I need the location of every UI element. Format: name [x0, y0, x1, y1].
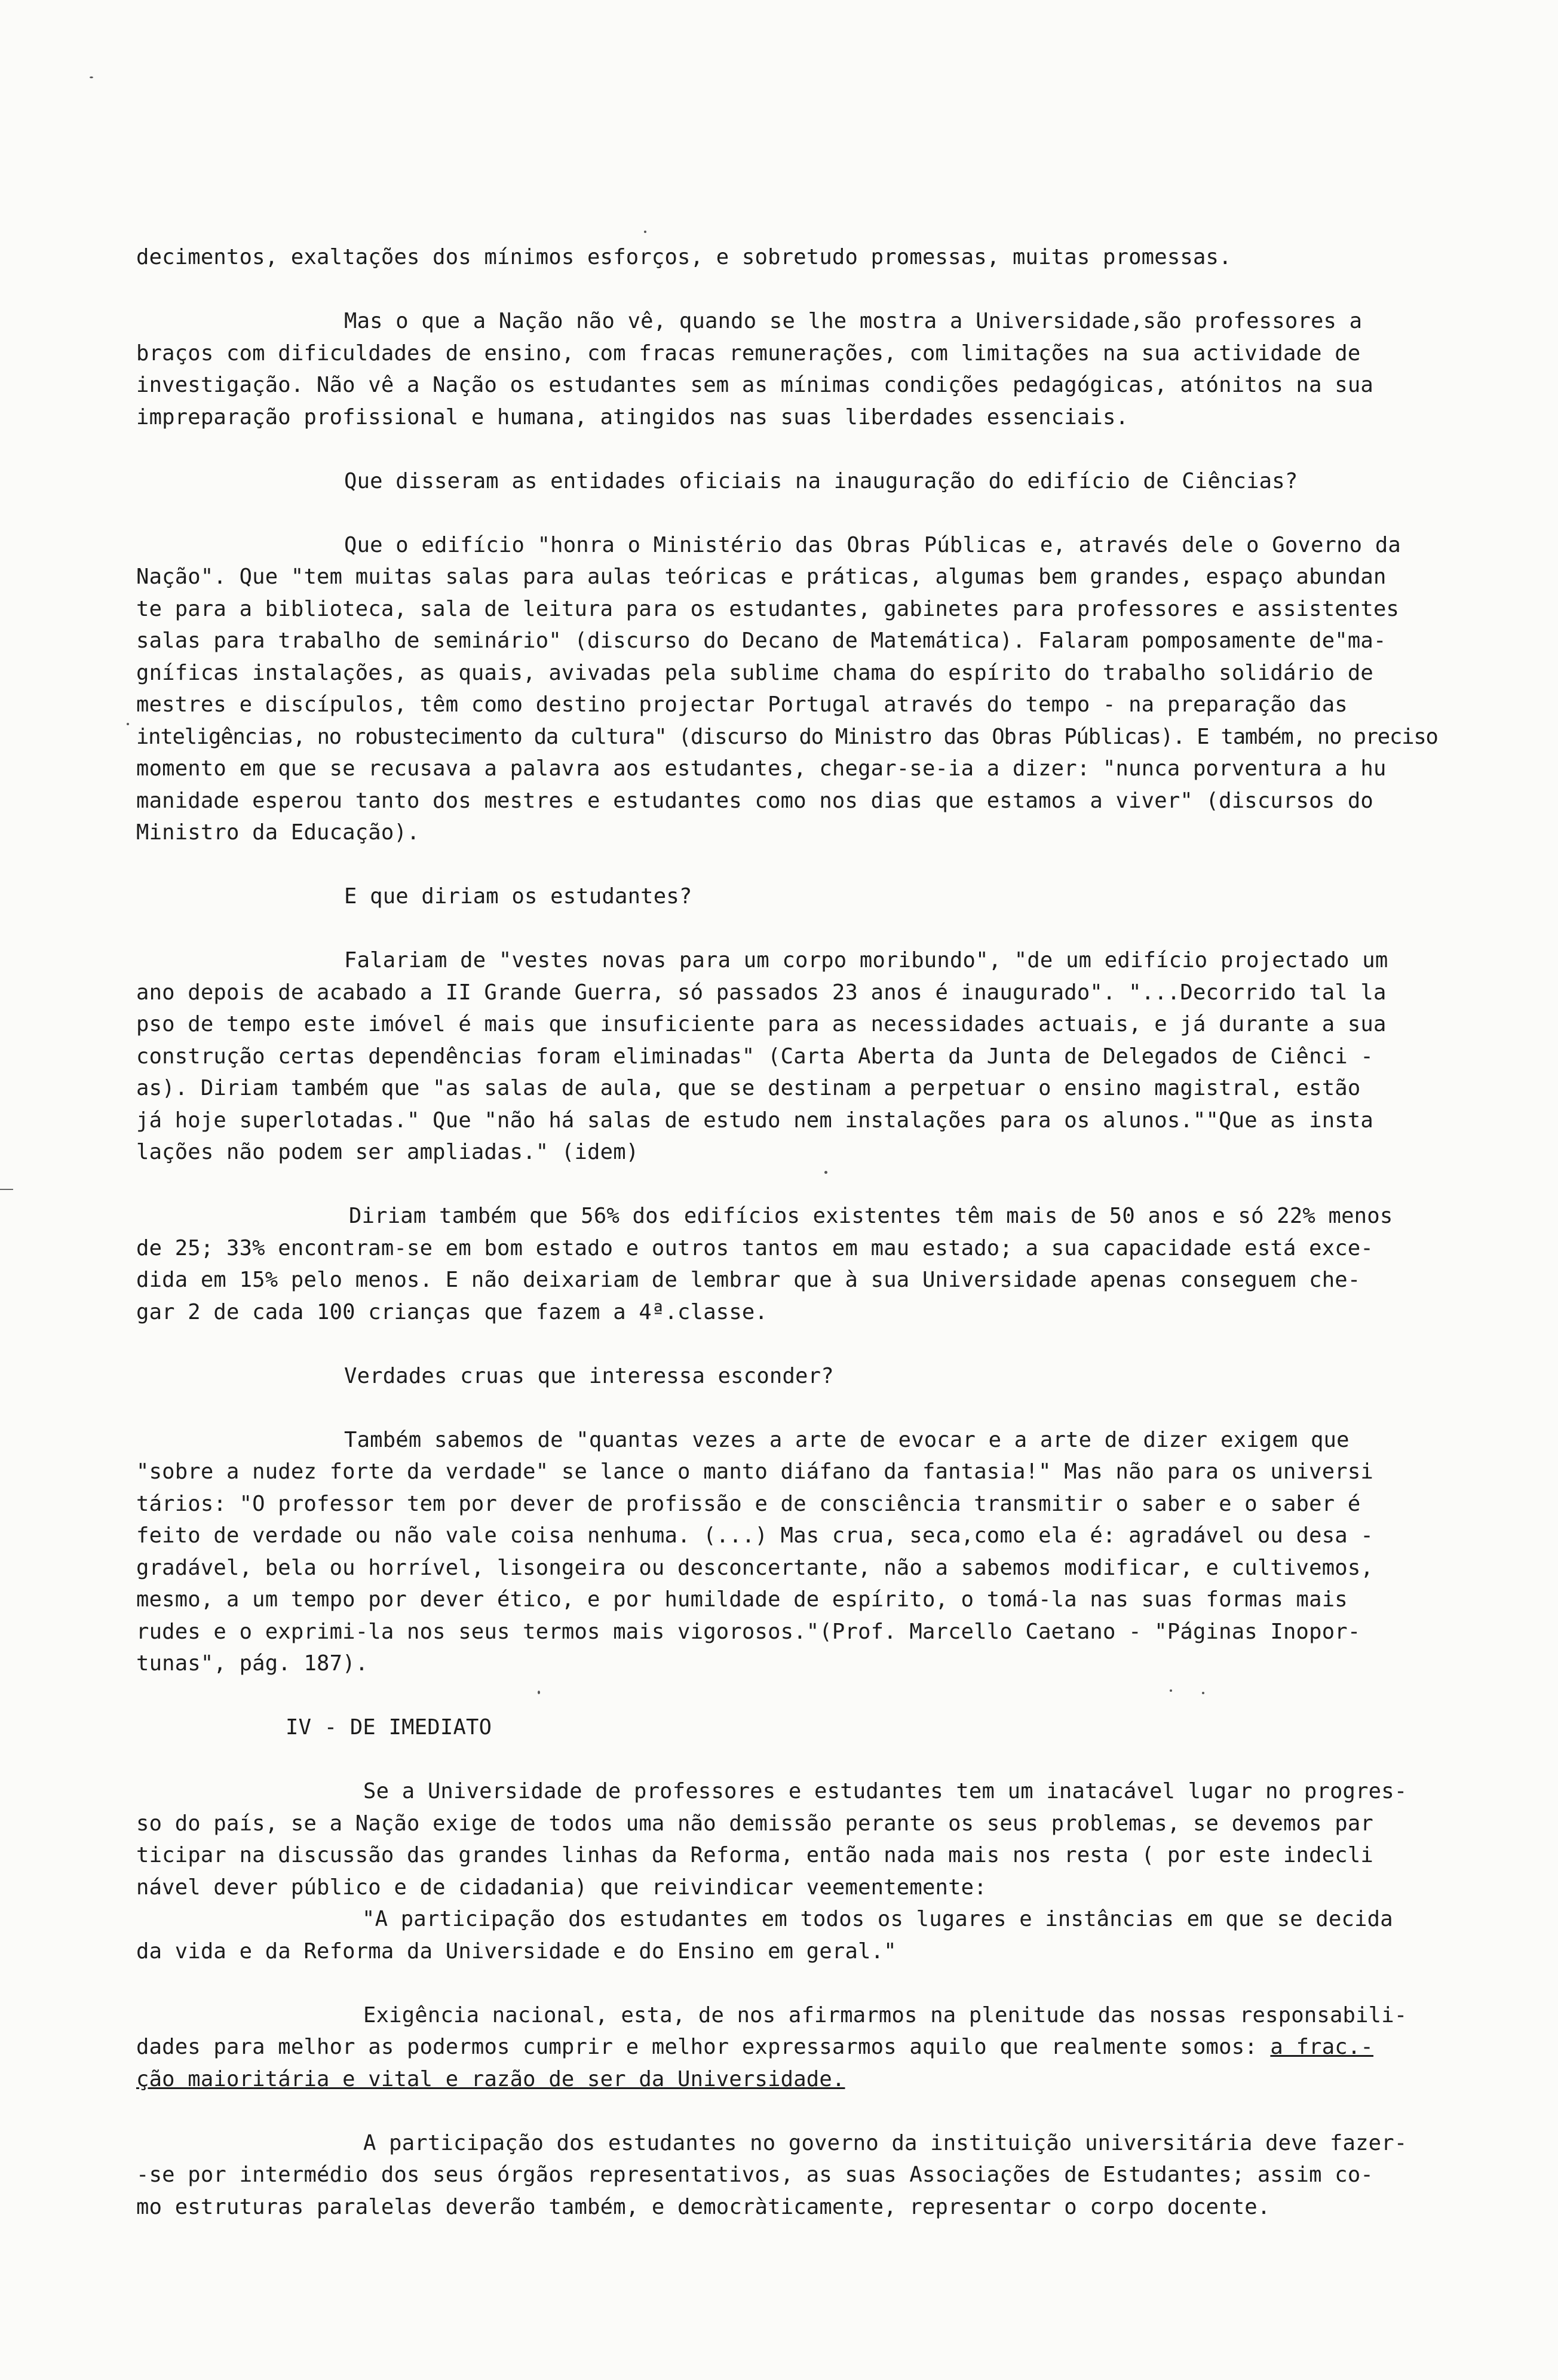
text-line: feito de verdade ou não vale coisa nenhuma. (...) Mas crua, seca,como ela é: agradável ou desa -: [136, 1523, 1373, 1548]
text-line: A participação dos estudantes no governo da instituição universitária deve fazer-: [363, 2130, 1407, 2155]
text-line: mesmo, a um tempo por dever ético, e por humildade de espírito, o tomá-la nas suas formas mais: [136, 1587, 1348, 1612]
text-line: Verdades cruas que interessa esconder?: [344, 1363, 834, 1388]
text-line: Que disseram as entidades oficiais na inauguração do edifício de Ciências?: [344, 468, 1298, 493]
scan-speck: [644, 231, 646, 233]
quote-line: "A participação dos estudantes em todos os lugares e instâncias em que se decida: [362, 1907, 1393, 1931]
text-line: -se por intermédio dos seus órgãos representativos, as suas Associações de Estudantes; assim co-: [136, 2163, 1373, 2187]
text-line: Também sabemos de "quantas vezes a arte de evocar e a arte de dizer exigem que: [344, 1427, 1350, 1452]
text-line: inteligências, no robustecimento da cultura" (discurso do Ministro das Obras Públicas). E também, no preciso: [136, 724, 1438, 749]
text-line: Falariam de "vestes novas para um corpo moribundo", "de um edifício projectado um: [344, 948, 1388, 973]
text-line: momento em que se recusava a palavra aos estudantes, chegar-se-ia a dizer: "nunca porventura a hu: [136, 756, 1387, 781]
text-line: braços com dificuldades de ensino, com fracas remunerações, com limitações na sua actividade de: [136, 341, 1361, 366]
text-line: mo estruturas paralelas deverão também, e democràticamente, representar o corpo docente.: [136, 2194, 1271, 2219]
text-line: Se a Universidade de professores e estudantes tem um inatacável lugar no progres-: [363, 1779, 1407, 1804]
scan-speck: [90, 76, 93, 78]
text-line: "sobre a nudez forte da verdade" se lance o manto diáfano da fantasia!" Mas não para os universi: [136, 1459, 1373, 1484]
text-line: Exigência nacional, esta, de nos afirmarmos na plenitude das nossas responsabili-: [363, 2002, 1407, 2028]
margin-mark: [0, 1189, 13, 1190]
scan-speck: [1202, 1692, 1204, 1694]
text-line: Que o edifício "honra o Ministério das Obras Públicas e, através dele o Governo da: [344, 532, 1401, 557]
text-fragment: dades para melhor as podermos cumprir e melhor expressarmos aquilo que realmente somos:: [136, 2035, 1258, 2059]
scan-speck: [824, 1171, 827, 1174]
text-line: Mas o que a Nação não vê, quando se lhe mostra a Universidade,são professores a: [344, 309, 1363, 333]
scan-speck: [1170, 1689, 1172, 1692]
text-line: mestres e discípulos, têm como destino projectar Portugal através do tempo - na preparação das: [136, 692, 1348, 717]
underlined-fragment: a frac.-: [1270, 2035, 1374, 2059]
document-body: [136, 241, 1510, 2223]
text-line: gar 2 de cada 100 crianças que fazem a 4ª.classe.: [136, 1299, 768, 1324]
text-line: Ministro da Educação).: [136, 820, 420, 845]
text-line: Diriam também que 56% dos edifícios existentes têm mais de 50 anos e só 22% menos: [349, 1204, 1393, 1228]
section-heading: IV - DE IMEDIATO: [286, 1715, 492, 1740]
text-line: as). Diriam também que "as salas de aula, que se destinam a perpetuar o ensino magistral, estão: [136, 1076, 1361, 1100]
text-line: ticipar na discussão das grandes linhas da Reforma, então nada mais nos resta ( por este indecli: [136, 1843, 1373, 1867]
text-line: gníficas instalações, as quais, avivadas pela sublime chama do espírito do trabalho solidário de: [136, 660, 1373, 685]
text-line: rudes e o exprimi-la nos seus termos mais vigorosos."(Prof. Marcello Caetano - "Páginas Inopor-: [136, 1619, 1361, 1644]
scan-speck: [538, 1691, 540, 1694]
scan-speck: [127, 723, 129, 725]
text-line: ano depois de acabado a II Grande Guerra, só passados 23 anos é inaugurado". "...Decorrido tal la: [136, 980, 1387, 1005]
text-line: so do país, se a Nação exige de todos uma não demissão perante os seus problemas, se devemos par: [136, 1811, 1373, 1836]
text-line: te para a biblioteca, sala de leitura para os estudantes, gabinetes para professores e assistentes: [136, 596, 1400, 621]
text-line: já hoje superlotadas." Que "não há salas de estudo nem instalações para os alunos.""Que as insta: [136, 1108, 1373, 1133]
text-line: E que diriam os estudantes?: [344, 884, 692, 909]
text-line: nável dever público e de cidadania) que reivindicar veementemente:: [136, 1875, 987, 1900]
text-line: lações não podem ser ampliadas." (idem): [136, 1140, 639, 1164]
text-line: da vida e da Reforma da Universidade e do Ensino em geral.": [136, 1939, 897, 1964]
text-line: Nação". Que "tem muitas salas para aulas teóricas e práticas, algumas bem grandes, espaço abundan: [136, 565, 1387, 589]
underlined-line: ção maioritária e vital e razão de ser da Universidade.: [136, 2066, 845, 2091]
text-line: construção certas dependências foram eliminadas" (Carta Aberta da Junta de Delegados de Ciênci -: [136, 1044, 1373, 1069]
text-line: tários: "O professor tem por dever de profissão e de consciência transmitir o saber e o saber é: [136, 1491, 1361, 1516]
text-line: tunas", pág. 187).: [136, 1651, 369, 1676]
text-line: salas para trabalho de seminário" (discurso do Decano de Matemática). Falaram pomposamente de"ma-: [136, 628, 1387, 653]
text-line: investigação. Não vê a Nação os estudantes sem as mínimas condições pedagógicas, atónitos na sua: [136, 373, 1373, 397]
text-line: dida em 15% pelo menos. E não deixariam de lembrar que à sua Universidade apenas conseguem che-: [136, 1268, 1361, 1292]
text-line: impreparação profissional e humana, atingidos nas suas liberdades essenciais.: [136, 404, 1129, 430]
text-line: manidade esperou tanto dos mestres e estudantes como nos dias que estamos a viver" (discursos do: [136, 788, 1373, 813]
text-line: pso de tempo este imóvel é mais que insuficiente para as necessidades actuais, e já durante a sua: [136, 1012, 1387, 1036]
text-line: decimentos, exaltações dos mínimos esforços, e sobretudo promessas, muitas promessas.: [136, 245, 1232, 269]
text-line: [136, 2031, 1510, 2063]
text-line: gradável, bela ou horrível, lisongeira ou desconcertante, não a sabemos modificar, e cultivemos,: [136, 1555, 1373, 1580]
text-line: de 25; 33% encontram-se em bom estado e outros tantos em mau estado; a sua capacidade está exce-: [136, 1235, 1373, 1260]
